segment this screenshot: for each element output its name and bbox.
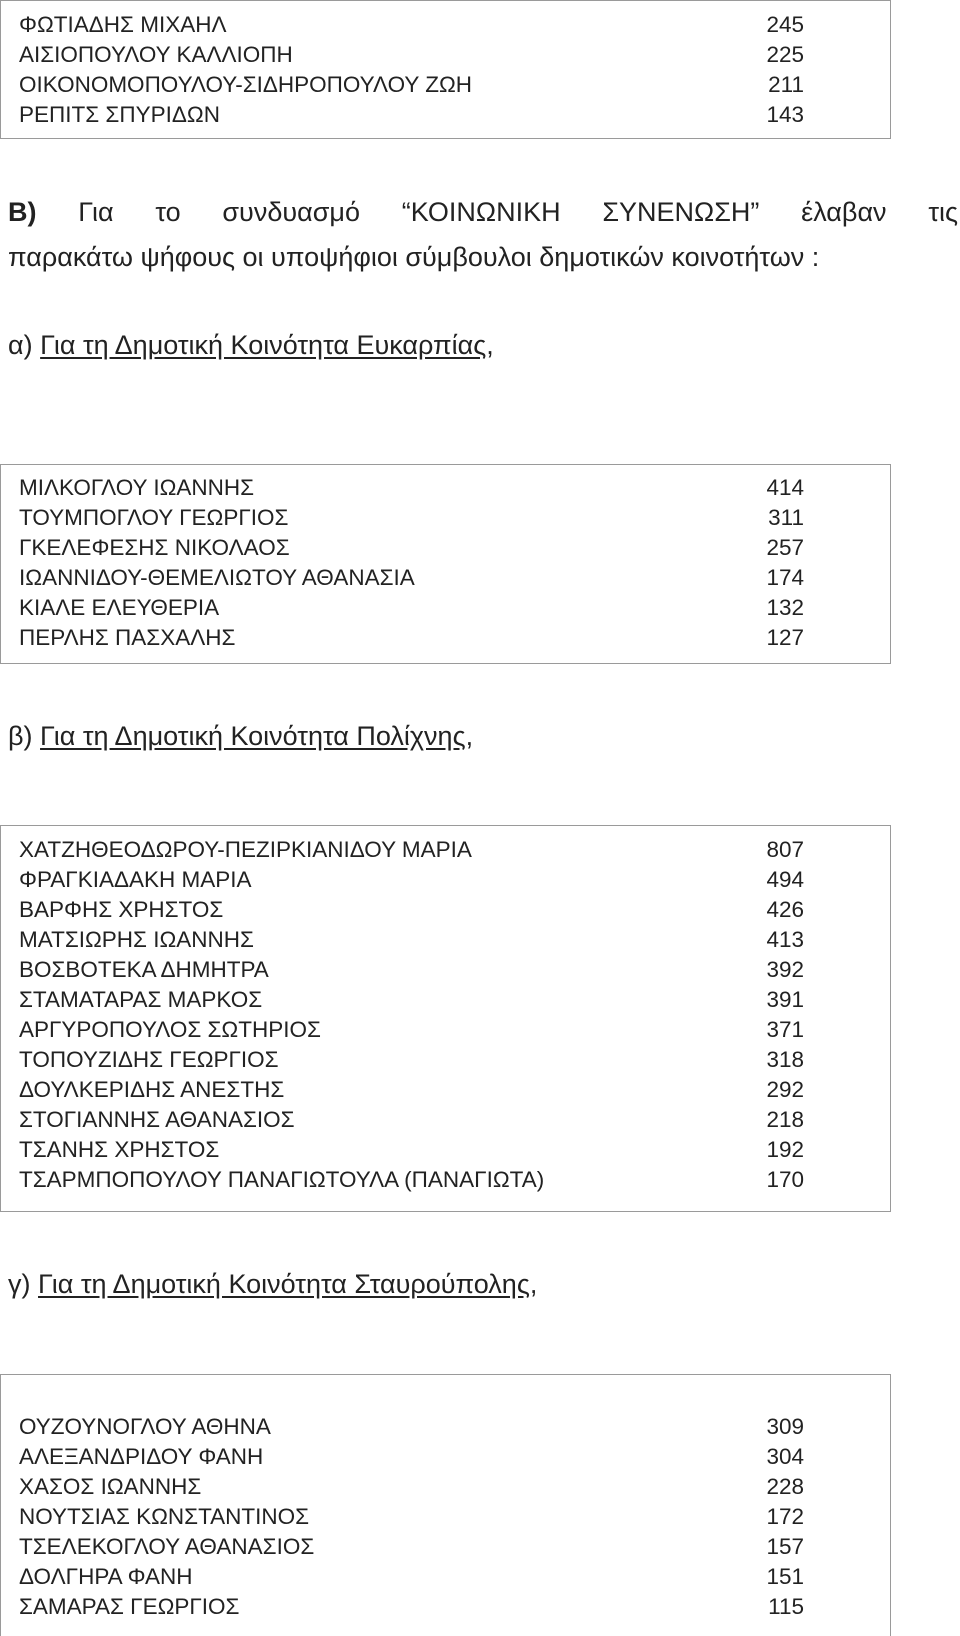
candidate-votes: 318 [766, 1047, 804, 1072]
section-title: Για τη Δημοτική Κοινότητα Πολίχνης [40, 721, 466, 751]
intro-word: ΣΥΝΕΝΩΣΗ” [602, 197, 760, 227]
candidate-row [19, 100, 890, 130]
candidate-votes: 211 [768, 72, 804, 97]
candidate-votes: 304 [766, 1444, 804, 1469]
section-heading-polichni [8, 718, 473, 754]
candidate-votes: 245 [766, 12, 804, 37]
candidate-votes: 309 [766, 1414, 804, 1439]
candidate-row [19, 1502, 890, 1532]
candidate-votes: 170 [766, 1167, 804, 1192]
candidate-row [19, 70, 890, 100]
candidate-row [19, 1015, 890, 1045]
candidate-row [19, 955, 890, 985]
candidate-row [19, 593, 890, 623]
candidate-name: ΒΑΡΦΗΣ ΧΡΗΣΤΟΣ [19, 897, 224, 922]
candidate-row [19, 1412, 890, 1442]
candidate-votes: 257 [766, 535, 804, 560]
candidate-votes: 371 [766, 1017, 804, 1042]
candidate-votes: 115 [768, 1594, 804, 1619]
intro-prefix: Β) [8, 197, 37, 227]
candidate-row [19, 1105, 890, 1135]
candidate-row [19, 985, 890, 1015]
candidate-name: ΤΟΥΜΠΟΓΛΟΥ ΓΕΩΡΓΙΟΣ [19, 505, 289, 530]
candidate-votes: 132 [766, 595, 804, 620]
candidate-name: ΓΚΕΛΕΦΕΣΗΣ ΝΙΚΟΛΑΟΣ [19, 535, 290, 560]
candidate-row [19, 1472, 890, 1502]
intro-word: έλαβαν [801, 197, 887, 227]
candidate-name: ΜΙΛΚΟΓΛΟΥ ΙΩΑΝΝΗΣ [19, 475, 255, 500]
candidate-row [19, 1135, 890, 1165]
intro-line-1 [8, 194, 958, 230]
candidate-name: ΧΑΣΟΣ ΙΩΑΝΝΗΣ [19, 1474, 202, 1499]
candidate-votes: 292 [766, 1077, 804, 1102]
candidate-box-evkarpia [0, 464, 891, 664]
section-suffix: , [465, 721, 474, 751]
candidate-row [19, 503, 890, 533]
candidate-name: ΣΤΟΓΙΑΝΝΗΣ ΑΘΑΝΑΣΙΟΣ [19, 1107, 295, 1132]
candidate-name: ΝΟΥΤΣΙΑΣ ΚΩΝΣΤΑΝΤΙΝΟΣ [19, 1504, 310, 1529]
candidate-votes: 127 [766, 625, 804, 650]
section-marker: β) [8, 721, 33, 751]
candidate-row [19, 533, 890, 563]
candidate-votes: 143 [766, 102, 804, 127]
section-heading-evkarpia [8, 327, 494, 363]
candidate-votes: 157 [766, 1534, 804, 1559]
candidate-votes: 807 [766, 837, 804, 862]
candidate-row [19, 1532, 890, 1562]
intro-word: συνδυασμό [222, 197, 360, 227]
candidate-name: ΟΙΚΟΝΟΜΟΠΟΥΛΟΥ-ΣΙΔΗΡΟΠΟΥΛΟΥ ΖΩΗ [19, 72, 473, 97]
intro-word: “ΚΟΙΝΩΝΙΚΗ [401, 197, 561, 227]
candidate-row [19, 40, 890, 70]
candidate-row [19, 865, 890, 895]
candidate-votes: 494 [766, 867, 804, 892]
candidate-votes: 311 [768, 505, 804, 530]
candidate-name: ΡΕΠΙΤΣ ΣΠΥΡΙΔΩΝ [19, 102, 220, 127]
candidate-name: ΤΣΕΛΕΚΟΓΛΟΥ ΑΘΑΝΑΣΙΟΣ [19, 1534, 315, 1559]
intro-word: τις [928, 197, 958, 227]
candidate-votes: 218 [766, 1107, 804, 1132]
candidate-name: ΑΛΕΞΑΝΔΡΙΔΟΥ ΦΑΝΗ [19, 1444, 264, 1469]
candidate-name: ΒΟΣΒΟΤΕΚΑ ΔΗΜΗΤΡΑ [19, 957, 269, 982]
candidate-votes: 426 [766, 897, 804, 922]
section-marker: α) [8, 330, 33, 360]
candidate-row [19, 623, 890, 653]
candidate-name: ΚΙΑΛΕ ΕΛΕΥΘΕΡΙΑ [19, 595, 220, 620]
candidate-name: ΦΩΤΙΑΔΗΣ ΜΙΧΑΗΛ [19, 12, 227, 37]
candidate-name: ΤΣΑΡΜΠΟΠΟΥΛΟΥ ΠΑΝΑΓΙΩΤΟΥΛΑ (ΠΑΝΑΓΙΩΤΑ) [19, 1167, 545, 1192]
candidate-box-stavroupoli [0, 1374, 891, 1636]
candidate-row [19, 895, 890, 925]
section-suffix: , [529, 1269, 538, 1299]
candidate-row [19, 10, 890, 40]
candidate-row [19, 1592, 890, 1622]
candidate-name: ΙΩΑΝΝΙΔΟΥ-ΘΕΜΕΛΙΩΤΟΥ ΑΘΑΝΑΣΙΑ [19, 565, 415, 590]
candidate-row [19, 1045, 890, 1075]
candidate-row [19, 473, 890, 503]
candidate-name: ΤΟΠΟΥΖΙΔΗΣ ΓΕΩΡΓΙΟΣ [19, 1047, 279, 1072]
candidate-votes: 414 [766, 475, 804, 500]
candidate-name: ΤΣΑΝΗΣ ΧΡΗΣΤΟΣ [19, 1137, 220, 1162]
candidate-row [19, 835, 890, 865]
candidate-name: ΧΑΤΖΗΘΕΟΔΩΡΟΥ-ΠΕΖΙΡΚΙΑΝΙΔΟΥ ΜΑΡΙΑ [19, 837, 472, 862]
section-marker: γ) [8, 1269, 31, 1299]
candidate-name: ΜΑΤΣΙΩΡΗΣ ΙΩΑΝΝΗΣ [19, 927, 254, 952]
candidate-votes: 391 [766, 987, 804, 1012]
top-candidate-box [0, 0, 891, 139]
section-heading-stavroupoli [8, 1266, 537, 1302]
candidate-votes: 225 [766, 42, 804, 67]
candidate-name: ΣΑΜΑΡΑΣ ΓΕΩΡΓΙΟΣ [19, 1594, 240, 1619]
section-title: Για τη Δημοτική Κοινότητα Σταυρούπολης [38, 1269, 530, 1299]
candidate-votes: 174 [766, 565, 804, 590]
section-suffix: , [486, 330, 494, 360]
candidate-name: ΔΟΥΛΚΕΡΙΔΗΣ ΑΝΕΣΤΗΣ [19, 1077, 285, 1102]
intro-paragraph [8, 194, 958, 275]
candidate-name: ΠΕΡΛΗΣ ΠΑΣΧΑΛΗΣ [19, 625, 236, 650]
candidate-name: ΟΥΖΟΥΝΟΓΛΟΥ ΑΘΗΝΑ [19, 1414, 271, 1439]
candidate-votes: 172 [766, 1504, 804, 1529]
intro-word: Για [78, 197, 114, 227]
intro-line-2: παρακάτω ψήφους οι υποψήφιοι σύμβουλοι δημοτικών κοινοτήτων : [8, 242, 820, 272]
candidate-votes: 228 [766, 1474, 804, 1499]
candidate-name: ΦΡΑΓΚΙΑΔΑΚΗ ΜΑΡΙΑ [19, 867, 252, 892]
candidate-row [19, 1165, 890, 1195]
candidate-row [19, 1562, 890, 1592]
candidate-votes: 413 [766, 927, 804, 952]
candidate-name: ΔΟΛΓΗΡΑ ΦΑΝΗ [19, 1564, 193, 1589]
candidate-row [19, 1442, 890, 1472]
candidate-name: ΑΡΓΥΡΟΠΟΥΛΟΣ ΣΩΤΗΡΙΟΣ [19, 1017, 321, 1042]
section-title: Για τη Δημοτική Κοινότητα Ευκαρπίας [40, 330, 487, 360]
candidate-row [19, 1075, 890, 1105]
candidate-name: ΣΤΑΜΑΤΑΡΑΣ ΜΑΡΚΟΣ [19, 987, 263, 1012]
candidate-row [19, 563, 890, 593]
candidate-box-polichni [0, 825, 891, 1212]
candidate-votes: 151 [766, 1564, 804, 1589]
candidate-name: ΑΙΣΙΟΠΟΥΛΟΥ ΚΑΛΛΙΟΠΗ [19, 42, 293, 67]
candidate-votes: 392 [766, 957, 804, 982]
candidate-row [19, 925, 890, 955]
intro-word: το [155, 197, 181, 227]
candidate-votes: 192 [766, 1137, 804, 1162]
